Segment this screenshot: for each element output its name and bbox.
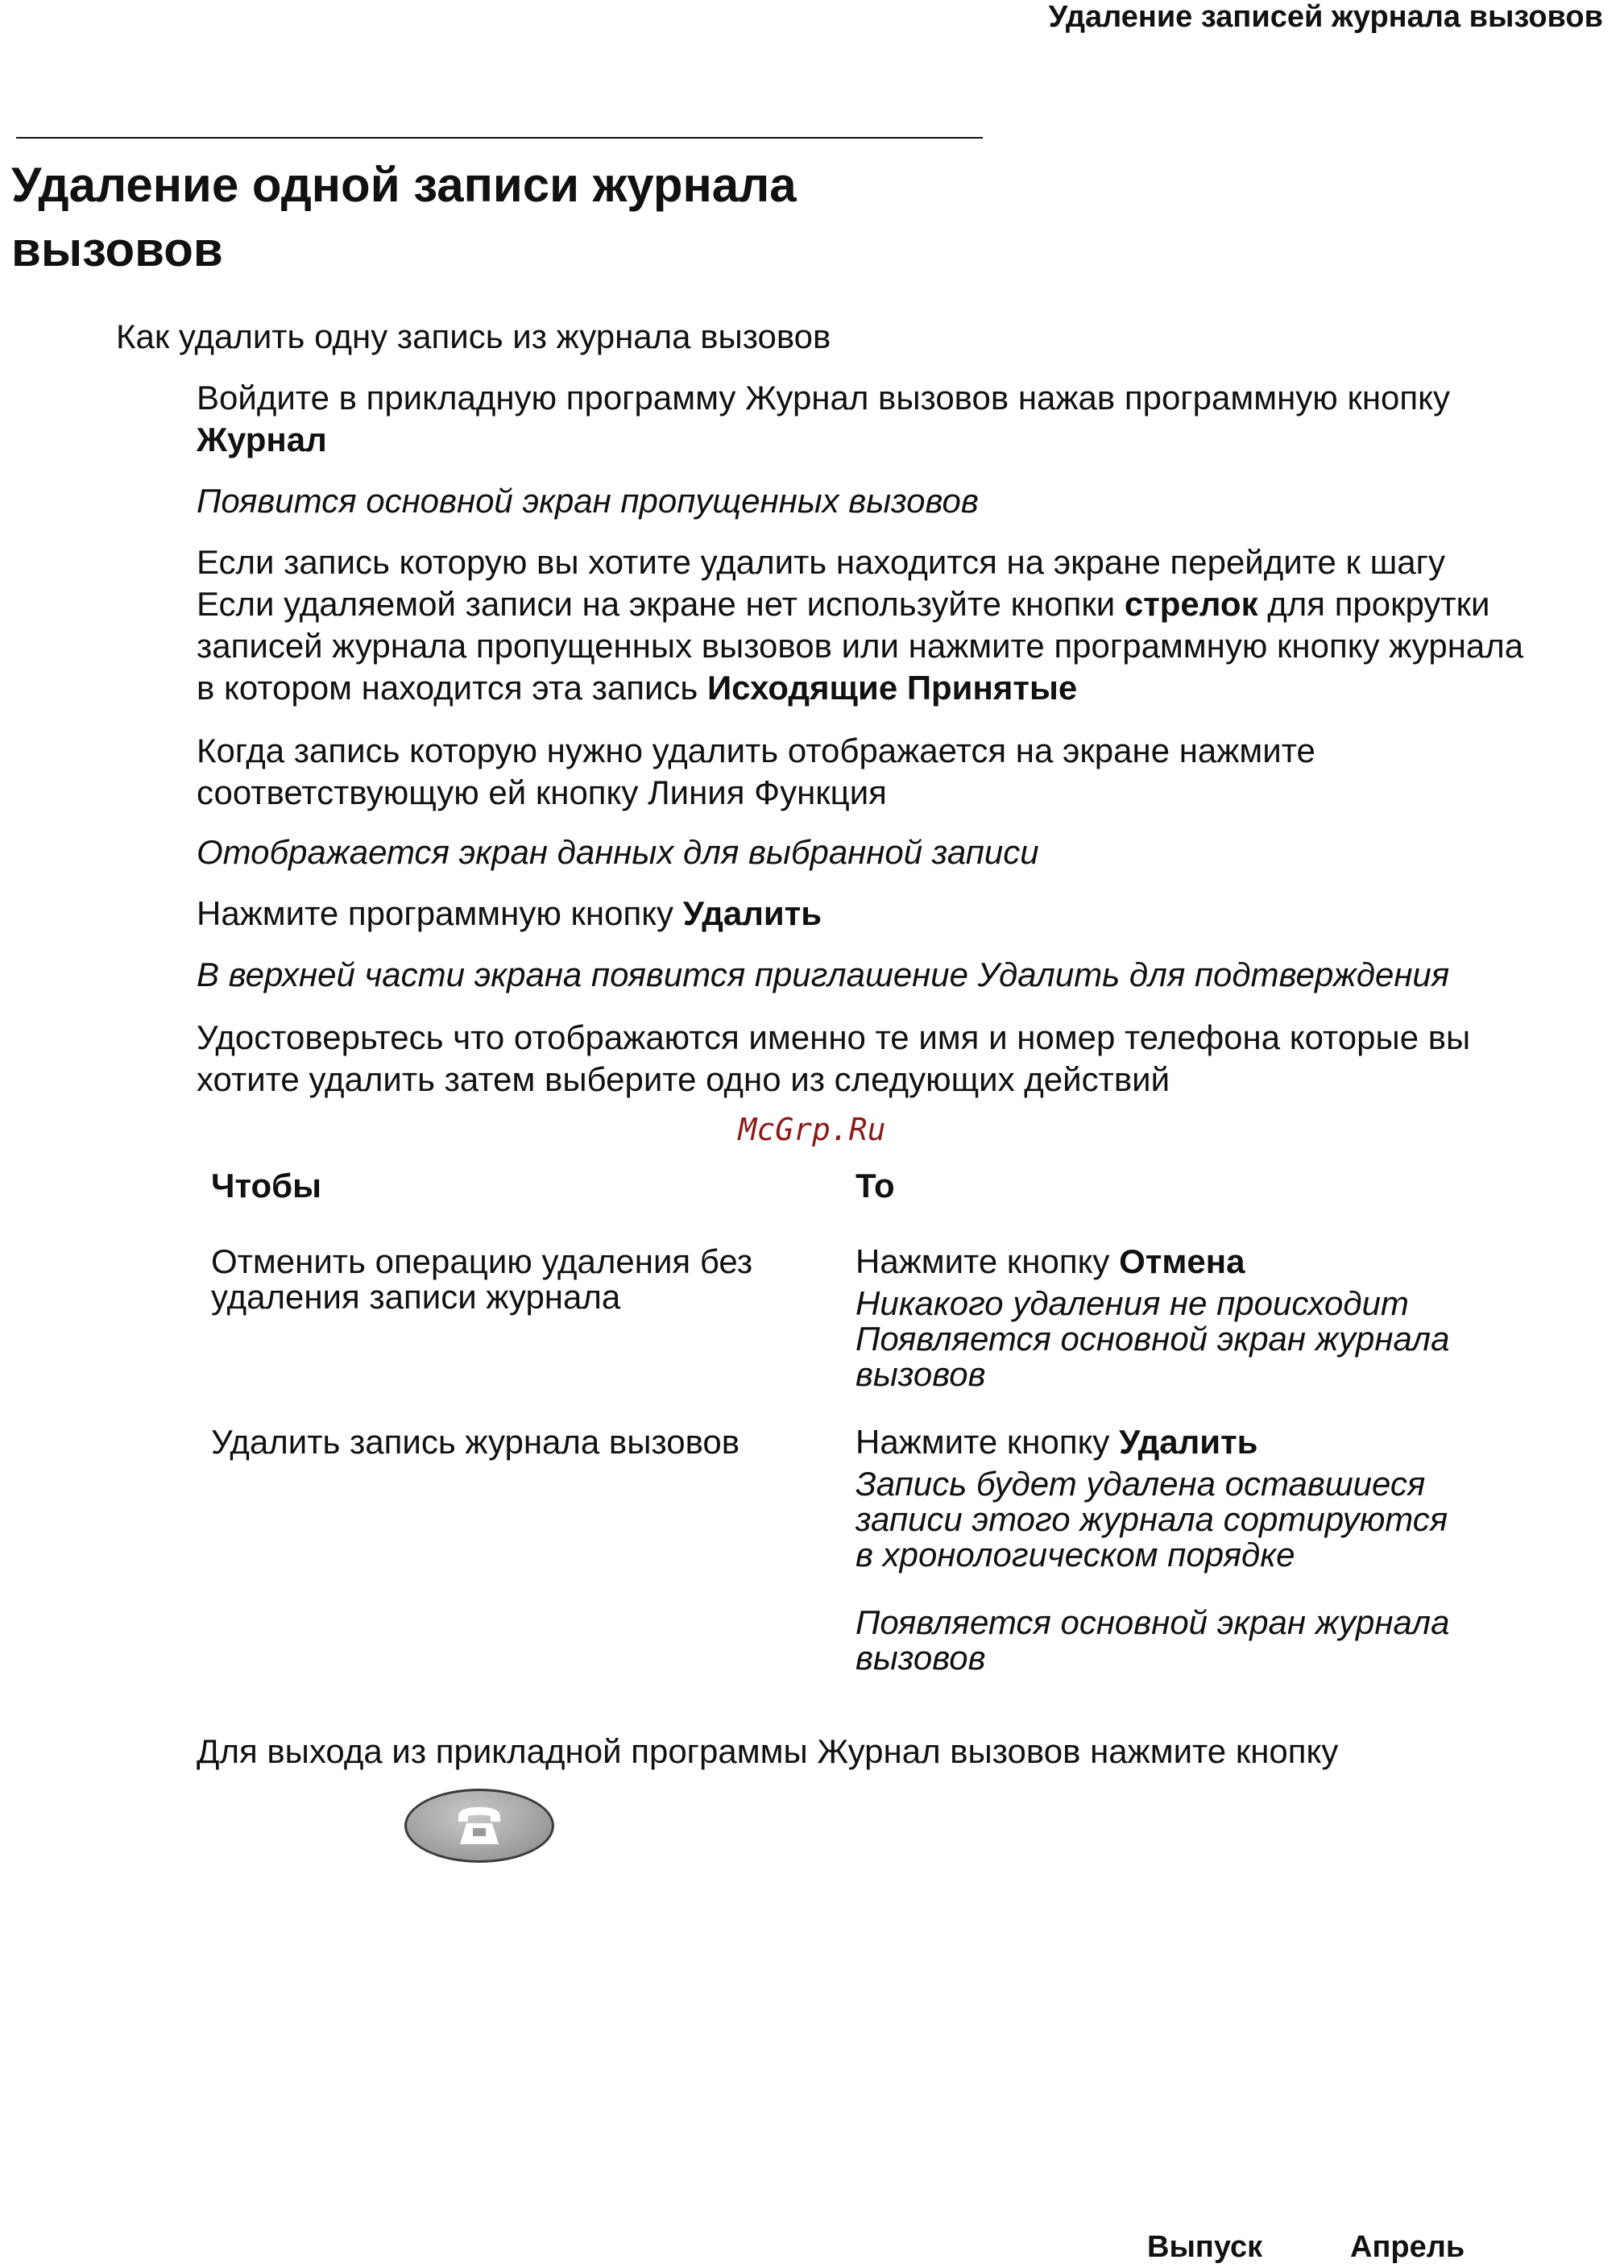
table-cell-note: Запись будет удалена оставшиеся записи этого журнала сортируются в хронологическом порядке: [856, 1465, 1448, 1574]
phone-handset-icon: [455, 1804, 503, 1847]
procedure-intro: Как удалить одну запись из журнала вызовов: [116, 317, 831, 355]
section-title-line2: вызовов: [11, 222, 223, 276]
table-cell-instruction: Нажмите кнопку Отмена: [856, 1242, 1245, 1280]
footer-month: Апрель: [1350, 2230, 1465, 2264]
step-1: [197, 377, 1598, 461]
step-2-line1: Если запись которую вы хотите удалить находится на экране перейдите к шагу: [197, 543, 1445, 581]
table-header-result: То: [856, 1167, 895, 1204]
step-5-line2: хотите удалить затем выберите одно из следующих действий: [197, 1060, 1170, 1098]
watermark: McGrp.Ru: [738, 1112, 886, 1147]
step-4: Нажмите программную кнопку Удалить: [197, 894, 822, 932]
section-title-line1: Удаление одной записи журнала: [11, 158, 797, 212]
step-1-text: Войдите в прикладную программу Журнал вызовов нажав программную кнопку: [197, 379, 1450, 417]
footer-release: Выпуск: [1147, 2230, 1263, 2264]
step-3-line1: Когда запись которую нужно удалить отображается на экране нажмите: [197, 732, 1315, 769]
table-cell-text: удаления записи журнала: [211, 1278, 621, 1316]
table-header-action: Чтобы: [211, 1167, 321, 1204]
section-title: [11, 153, 1058, 282]
step-1-softkey: Журнал: [197, 421, 327, 458]
table-row-cancel-result: [856, 1244, 1564, 1392]
table-row-delete-result: [856, 1424, 1564, 1676]
exit-instruction: Для выхода из прикладной программы Журнал вызовов нажмите кнопку: [197, 1732, 1339, 1770]
table-cell-instruction: Нажмите кнопку Удалить: [856, 1423, 1258, 1461]
step-3-result: Отображается экран данных для выбранной записи: [197, 833, 1039, 871]
step-3: [197, 730, 1598, 814]
table-cell-text: Отменить операцию удаления без: [211, 1242, 753, 1280]
table-cell-note: Никакого удаления не происходит Появляется основной экран журнала вызовов: [856, 1284, 1450, 1393]
step-2-line2: Если удаляемой записи на экране нет используйте кнопки стрелок для прокрутки: [197, 585, 1490, 623]
step-2-line3: записей журнала пропущенных вызовов или нажмите программную кнопку журнала: [197, 627, 1524, 665]
hangup-button[interactable]: [404, 1789, 554, 1863]
step-1-result: Появится основной экран пропущенных вызовов: [197, 482, 979, 520]
running-header: Удаление записей журнала вызовов: [1048, 0, 1603, 34]
step-2: [197, 541, 1598, 709]
step-5: [197, 1017, 1598, 1101]
table-cell-note: Появляется основной экран журнала вызовов: [856, 1603, 1450, 1677]
step-4-result: В верхней части экрана появится приглашение Удалить для подтверждения: [197, 956, 1450, 993]
step-5-line1: Удостоверьтесь что отображаются именно те имя и номер телефона которые вы: [197, 1018, 1471, 1056]
step-3-line2: соответствующую ей кнопку Линия Функция: [197, 773, 887, 811]
step-2-line4: в котором находится эта запись Исходящие Принятые: [197, 669, 1078, 707]
table-row-cancel-action: [211, 1244, 839, 1315]
table-row-delete-action: Удалить запись журнала вызовов: [211, 1423, 740, 1461]
section-rule: [16, 137, 983, 139]
